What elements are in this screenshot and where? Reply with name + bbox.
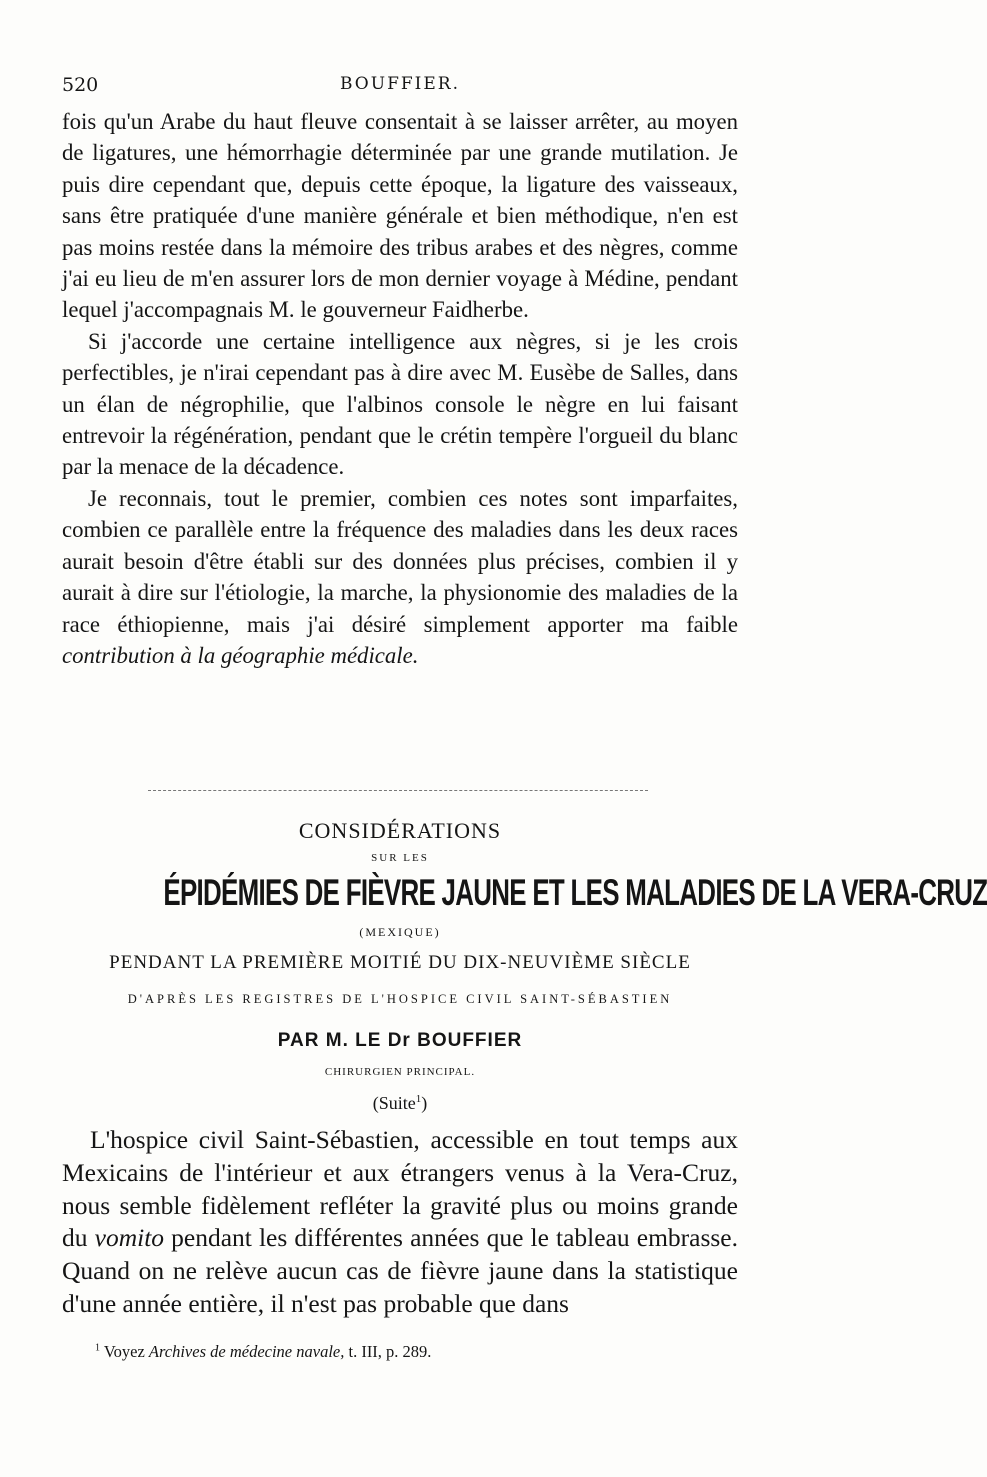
- author-title: CHIRURGIEN PRINCIPAL.: [324, 1066, 476, 1078]
- paragraph-3-text: Je reconnais, tout le premier, combien ces notes sont imparfaites, combien ce parallèle entre la fréquence des maladies dans les deux races aurait besoin d'être établi sur des données plus précises, combien il y aurait à dire sur l'étiologie, la marche, la physionomie des maladies de la race éthiopienne, mais j'ai désiré simplement apporter ma faible: [62, 485, 738, 637]
- footnote-mark: 1: [95, 1342, 100, 1354]
- suite-close: ): [421, 1093, 428, 1113]
- footnote-italic: Archives de médecine navale,: [148, 1342, 345, 1361]
- heading-mexique: (MEXIQUE): [359, 925, 441, 939]
- suite-label: [62, 1093, 738, 1114]
- running-head: [62, 74, 738, 100]
- heading-pendant: PENDANT LA PREMIÈRE MOITIÉ DU DIX-NEUVIÈME SIÈCLE: [109, 952, 691, 973]
- suite-text: (Suite: [372, 1093, 416, 1113]
- continued-text: [62, 106, 738, 671]
- article-author: PAR M. LE Dr BOUFFIER: [277, 1030, 523, 1051]
- article-body: [62, 1124, 738, 1321]
- article-main-title: ÉPIDÉMIES DE FIÈVRE JAUNE ET LES MALADIES DE LA VERA-CRUZ: [163, 872, 987, 913]
- section-divider: [148, 790, 648, 791]
- suite-footnote-mark: 1: [415, 1093, 422, 1105]
- article-paragraph: [62, 1124, 738, 1321]
- heading-sur-les: SUR LES: [371, 852, 429, 864]
- paragraph-3: [62, 483, 738, 671]
- footnote-post: t. III, p. 289.: [344, 1342, 432, 1361]
- article-text-b: pendant les différentes années que le tableau embrasse. Quand on ne relève aucun cas de fièvre jaune dans la statistique d'une année entière, il n'est pas probable que dans: [62, 1223, 739, 1318]
- paragraph-3-italic: contribution à la géographie médicale.: [62, 642, 419, 668]
- paragraph-1: fois qu'un Arabe du haut fleuve consentait à se laisser arrêter, au moyen de ligatures, une hémorrhagie déterminée par une grande mutilation. Je puis dire cependant que, depuis cette époque, la ligature des vaisseaux, sans être pratiquée d'une manière générale et bien méthodique, n'en est pas moins restée dans la mémoire des tribus arabes et des nègres, comme j'ai eu lieu de m'en assurer lors de mon dernier voyage à Médine, pendant lequel j'accompagnais M. le gouverneur Faidherbe.: [62, 109, 738, 323]
- article-text-a: L'hospice civil Saint-Sébastien, accessible en tout temps aux Mexicains de l'intérieur et aux étrangers venus à la Vera-Cruz, nous semble fidèlement refléter la gravité plus ou moins grande du: [62, 1125, 738, 1253]
- footnote: [95, 1342, 431, 1362]
- running-title: BOUFFIER.: [340, 74, 460, 94]
- footnote-pre: Voyez: [103, 1342, 149, 1361]
- heading-source: D'APRÈS LES REGISTRES DE L'HOSPICE CIVIL SAINT-SÉBASTIEN: [127, 992, 673, 1006]
- paragraph-2: Si j'accorde une certaine intelligence aux nègres, si je les crois perfectibles, je n'irai cependant pas à dire avec M. Eusèbe de Salles, dans un élan de négrophilie, que l'albinos console le nègre en lui faisant entrevoir la régénération, pendant que le crétin tempère l'orgueil du blanc par la menace de la décadence.: [62, 328, 738, 480]
- article-italic-vomito: vomito: [94, 1223, 165, 1253]
- page-number: 520: [62, 74, 99, 96]
- heading-considerations: CONSIDÉRATIONS: [298, 818, 502, 843]
